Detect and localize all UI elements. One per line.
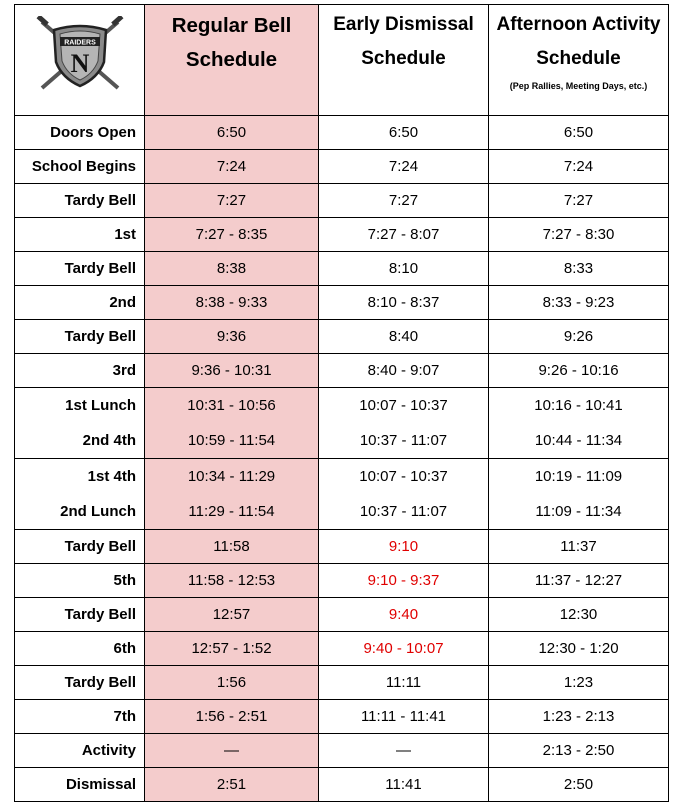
afternoon-time: 10:44 - 11:34	[489, 423, 669, 459]
table-row	[15, 218, 669, 252]
header-early-line2: Schedule	[361, 48, 446, 69]
early-time: 10:07 - 10:37	[319, 388, 489, 424]
regular-time: 7:24	[145, 150, 319, 184]
row-label: 3rd	[15, 354, 145, 388]
early-time: 10:07 - 10:37	[319, 459, 489, 495]
regular-time: 8:38	[145, 252, 319, 286]
row-label: 1st 4th	[15, 459, 145, 495]
row-label: 2nd 4th	[15, 423, 145, 459]
table-row	[15, 598, 669, 632]
row-label: Tardy Bell	[15, 530, 145, 564]
early-time: 8:40	[319, 320, 489, 354]
row-label: 6th	[15, 632, 145, 666]
afternoon-time: 8:33	[489, 252, 669, 286]
early-time: 9:10	[319, 530, 489, 564]
table-row	[15, 459, 669, 495]
afternoon-time: 8:33 - 9:23	[489, 286, 669, 320]
afternoon-time: 9:26	[489, 320, 669, 354]
early-time: 8:10	[319, 252, 489, 286]
afternoon-time: 7:27	[489, 184, 669, 218]
header-regular-line1: Regular Bell	[171, 14, 292, 37]
header-afternoon-note: (Pep Rallies, Meeting Days, etc.)	[509, 81, 648, 91]
afternoon-time: 11:37 - 12:27	[489, 564, 669, 598]
table-row	[15, 768, 669, 802]
regular-time: 10:31 - 10:56	[145, 388, 319, 424]
regular-time: —	[145, 734, 319, 768]
row-label: Tardy Bell	[15, 320, 145, 354]
bell-schedule-table	[14, 4, 669, 802]
row-label: Tardy Bell	[15, 598, 145, 632]
regular-time: 8:38 - 9:33	[145, 286, 319, 320]
row-label: Doors Open	[15, 116, 145, 150]
regular-time: 12:57	[145, 598, 319, 632]
regular-time: 1:56	[145, 666, 319, 700]
afternoon-time: 2:13 - 2:50	[489, 734, 669, 768]
header-early-line1: Early Dismissal	[333, 14, 474, 35]
row-label: School Begins	[15, 150, 145, 184]
header-early-dismissal	[319, 5, 489, 116]
row-label: 1st	[15, 218, 145, 252]
row-label: Activity	[15, 734, 145, 768]
early-time: 7:27 - 8:07	[319, 218, 489, 252]
afternoon-time: 9:26 - 10:16	[489, 354, 669, 388]
table-row	[15, 700, 669, 734]
regular-time: 10:59 - 11:54	[145, 423, 319, 459]
early-time: 10:37 - 11:07	[319, 423, 489, 459]
logo-n-letter: N	[70, 49, 89, 78]
row-label: 5th	[15, 564, 145, 598]
table-row	[15, 530, 669, 564]
row-label: 1st Lunch	[15, 388, 145, 424]
table-row	[15, 320, 669, 354]
table-row	[15, 423, 669, 459]
row-label: 2nd Lunch	[15, 494, 145, 530]
row-label: Dismissal	[15, 768, 145, 802]
table-row	[15, 354, 669, 388]
header-afternoon-line2: Schedule	[536, 48, 621, 69]
header-afternoon-activity	[489, 5, 669, 116]
afternoon-time: 1:23 - 2:13	[489, 700, 669, 734]
early-time: 10:37 - 11:07	[319, 494, 489, 530]
table-row	[15, 388, 669, 424]
regular-time: 11:29 - 11:54	[145, 494, 319, 530]
raiders-shield-logo-icon	[34, 16, 126, 92]
regular-time: 9:36	[145, 320, 319, 354]
afternoon-time: 12:30	[489, 598, 669, 632]
early-time: 9:40	[319, 598, 489, 632]
table-row	[15, 116, 669, 150]
afternoon-time: 7:24	[489, 150, 669, 184]
regular-time: 1:56 - 2:51	[145, 700, 319, 734]
afternoon-time: 7:27 - 8:30	[489, 218, 669, 252]
afternoon-time: 10:19 - 11:09	[489, 459, 669, 495]
regular-time: 7:27 - 8:35	[145, 218, 319, 252]
early-time: 8:10 - 8:37	[319, 286, 489, 320]
early-time: 6:50	[319, 116, 489, 150]
table-row	[15, 286, 669, 320]
row-label: 2nd	[15, 286, 145, 320]
early-time: 7:24	[319, 150, 489, 184]
afternoon-time: 1:23	[489, 666, 669, 700]
row-label: Tardy Bell	[15, 666, 145, 700]
table-row	[15, 252, 669, 286]
regular-time: 12:57 - 1:52	[145, 632, 319, 666]
logo-raiders-text: RAIDERS	[63, 39, 96, 47]
early-time: 7:27	[319, 184, 489, 218]
early-time: 11:11	[319, 666, 489, 700]
early-time: 11:41	[319, 768, 489, 802]
table-row	[15, 666, 669, 700]
table-row	[15, 184, 669, 218]
table-row	[15, 734, 669, 768]
afternoon-time: 11:09 - 11:34	[489, 494, 669, 530]
early-time: 8:40 - 9:07	[319, 354, 489, 388]
regular-time: 10:34 - 11:29	[145, 459, 319, 495]
row-label: Tardy Bell	[15, 252, 145, 286]
header-afternoon-line1: Afternoon Activity	[496, 14, 661, 35]
row-label: Tardy Bell	[15, 184, 145, 218]
afternoon-time: 10:16 - 10:41	[489, 388, 669, 424]
regular-time: 9:36 - 10:31	[145, 354, 319, 388]
table-row	[15, 494, 669, 530]
regular-time: 11:58	[145, 530, 319, 564]
early-time: 9:40 - 10:07	[319, 632, 489, 666]
regular-time: 11:58 - 12:53	[145, 564, 319, 598]
afternoon-time: 11:37	[489, 530, 669, 564]
afternoon-time: 6:50	[489, 116, 669, 150]
early-time: —	[319, 734, 489, 768]
row-label: 7th	[15, 700, 145, 734]
regular-time: 7:27	[145, 184, 319, 218]
regular-time: 6:50	[145, 116, 319, 150]
early-time: 11:11 - 11:41	[319, 700, 489, 734]
logo-cell	[15, 5, 145, 116]
early-time: 9:10 - 9:37	[319, 564, 489, 598]
header-regular-line2: Schedule	[185, 48, 278, 71]
regular-time: 2:51	[145, 768, 319, 802]
table-row	[15, 150, 669, 184]
table-row	[15, 564, 669, 598]
schedule-body	[15, 116, 669, 802]
header-regular-bell	[145, 5, 319, 116]
table-row	[15, 632, 669, 666]
afternoon-time: 2:50	[489, 768, 669, 802]
afternoon-time: 12:30 - 1:20	[489, 632, 669, 666]
